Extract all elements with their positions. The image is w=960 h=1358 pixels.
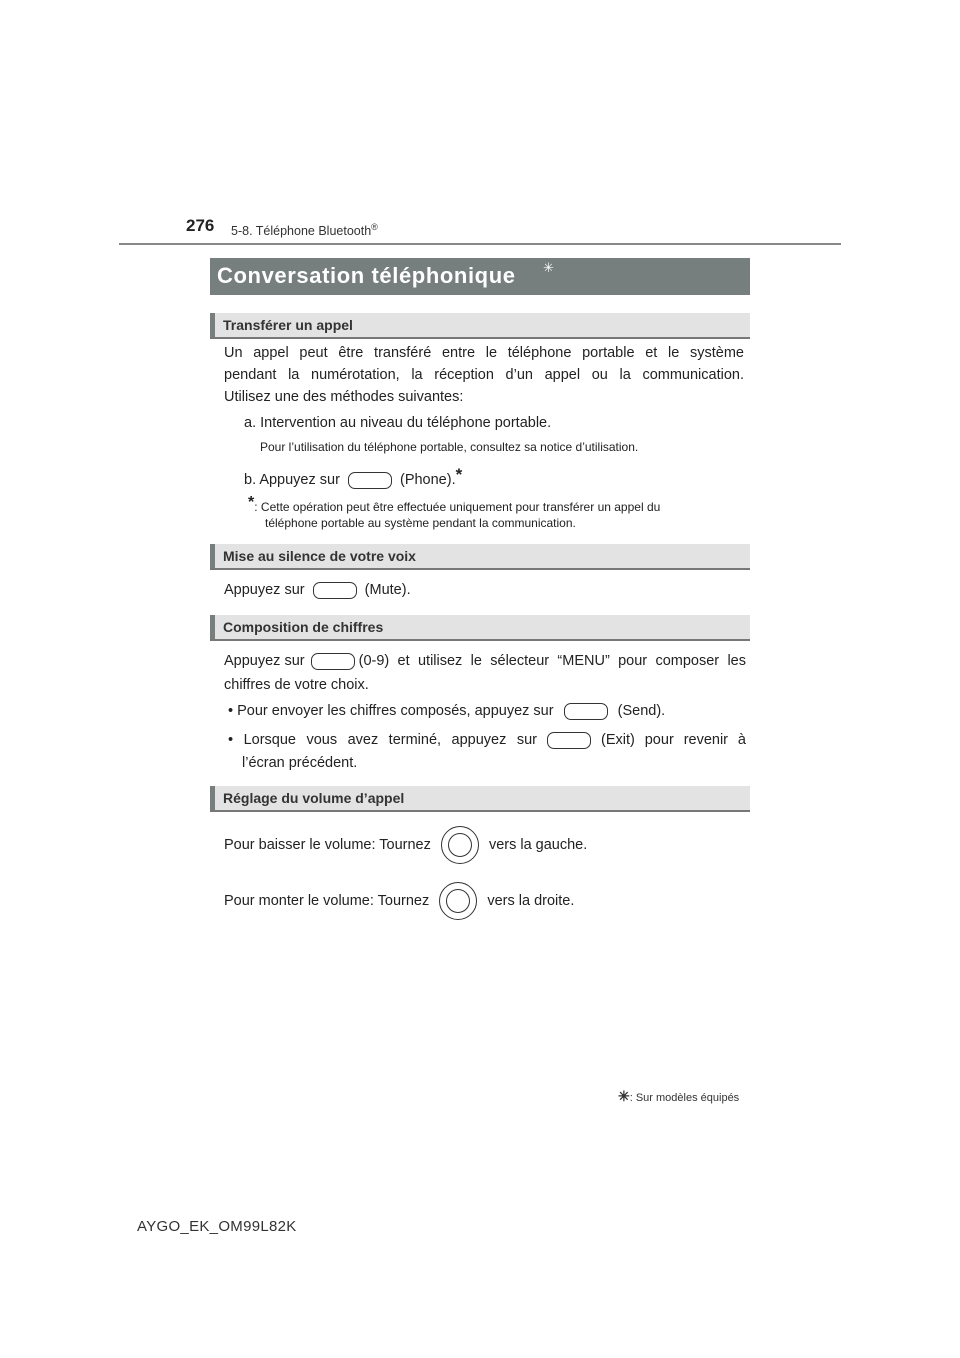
subheading-label: Réglage du volume d’appel (223, 790, 405, 806)
page-title: Conversation téléphonique (217, 263, 516, 288)
footnote-text: : Sur modèles équipés (629, 1092, 740, 1104)
page-number: 276 (186, 216, 215, 235)
keypad-button-icon (311, 653, 355, 670)
item-b-asterisk: * (455, 465, 463, 484)
registered-mark: ® (371, 222, 378, 232)
digits-prefix: Appuyez sur (224, 653, 305, 669)
digits-bullet-exit (228, 729, 746, 751)
send-button-icon (564, 703, 608, 720)
footnote (618, 1088, 739, 1105)
item-b-suffix: (Phone). (399, 472, 456, 488)
subheading-label: Composition de chiffres (223, 619, 384, 635)
digits-line2: chiffres de votre choix. (224, 677, 369, 693)
transfer-item-b (244, 464, 462, 491)
section-title: 5-8. Téléphone Bluetooth (231, 224, 372, 239)
transfer-note (248, 494, 660, 516)
transfer-intro-line2: pendant la numérotation, la réception d’un appel ou la communication. (224, 367, 744, 383)
subheading-bar (210, 544, 215, 568)
item-b-prefix: b. Appuyez sur (244, 472, 340, 488)
subheading-bar (210, 786, 215, 810)
volume-knob-icon (439, 882, 477, 920)
subheading-volume (210, 786, 750, 812)
document-code: AYGO_EK_OM99L82K (137, 1218, 297, 1235)
mute-instruction (224, 579, 411, 601)
transfer-item-a-note: Pour l’utilisation du téléphone portable, consultez sa notice d’utilisation. (260, 440, 639, 454)
footnote-asterisk: ✳ (618, 1088, 630, 1104)
note-asterisk: * (248, 494, 255, 511)
note-line1: : Cette opération peut être effectuée uniquement pour transférer un appel du (254, 500, 661, 514)
bullet-exit-line2: l’écran précédent. (242, 755, 358, 771)
subheading-mute (210, 544, 750, 570)
note-line2: téléphone portable au système pendant la communication. (265, 516, 576, 530)
header-rule (119, 243, 841, 245)
subheading-digits (210, 615, 750, 641)
volume-down-suffix: vers la gauche. (488, 836, 588, 853)
volume-down (224, 826, 587, 864)
transfer-intro-line1: Un appel peut être transféré entre le téléphone portable et le système (224, 345, 744, 361)
transfer-intro-line3: Utilisez une des méthodes suivantes: (224, 389, 464, 405)
subheading-label: Mise au silence de votre voix (223, 548, 416, 564)
page-title-bar (210, 258, 750, 295)
mute-prefix: Appuyez sur (224, 582, 305, 598)
bullet-send-suffix: (Send). (617, 703, 666, 719)
volume-knob-icon (441, 826, 479, 864)
section-label (231, 222, 378, 238)
phone-button-icon (348, 472, 392, 489)
volume-down-prefix: Pour baisser le volume: Tournez (224, 836, 431, 853)
volume-up-suffix: vers la droite. (487, 892, 575, 909)
mute-button-icon (313, 582, 357, 599)
subheading-bar (210, 615, 215, 639)
mute-suffix: (Mute). (364, 582, 411, 598)
transfer-item-a: a. Intervention au niveau du téléphone portable. (244, 415, 552, 431)
digits-suffix: (0-9) et utilisez le sélecteur “MENU” pour composer les (358, 653, 746, 669)
exit-button-icon (547, 732, 591, 749)
volume-up-prefix: Pour monter le volume: Tournez (224, 892, 430, 909)
subheading-bar (210, 313, 215, 337)
bullet-exit-suffix: (Exit) pour revenir à (601, 732, 746, 748)
bullet-exit-prefix: • Lorsque vous avez terminé, appuyez sur (228, 732, 537, 748)
subheading-transfer (210, 313, 750, 339)
digits-bullet-send (228, 700, 665, 722)
bullet-send-prefix: • Pour envoyer les chiffres composés, appuyez sur (228, 703, 554, 719)
digits-line1 (224, 650, 746, 672)
subheading-label: Transférer un appel (223, 317, 353, 333)
volume-up (224, 882, 574, 920)
title-asterisk: ✳ (543, 260, 554, 275)
